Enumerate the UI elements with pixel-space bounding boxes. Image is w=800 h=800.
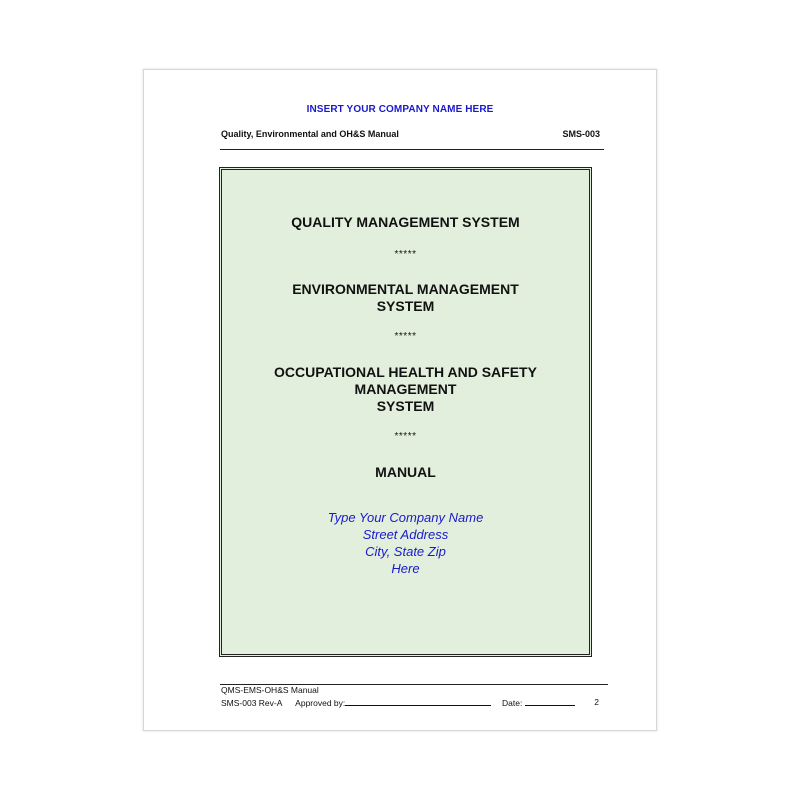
header-divider xyxy=(220,149,604,150)
manual-header-title: Quality, Environmental and OH&S Manual xyxy=(221,129,399,139)
ems-title-line1: ENVIRONMENTAL MANAGEMENT xyxy=(292,281,519,297)
separator-3: ***** xyxy=(394,431,417,442)
doc-number: SMS-003 xyxy=(562,129,600,139)
company-name-placeholder: INSERT YOUR COMPANY NAME HERE xyxy=(306,104,494,115)
footer-approval-line xyxy=(221,697,601,708)
ems-title-line2: SYSTEM xyxy=(376,298,435,314)
ohs-title-line2: MANAGEMENT xyxy=(354,381,457,397)
cover-title-box xyxy=(219,167,592,657)
street-address-field: Street Address xyxy=(362,527,449,542)
ohs-title-line3: SYSTEM xyxy=(376,398,435,414)
ohs-title-line1: OCCUPATIONAL HEALTH AND SAFETY xyxy=(274,364,537,380)
date-blank xyxy=(525,697,575,706)
footer-manual-name: QMS-EMS-OH&S Manual xyxy=(221,685,319,695)
date-label: Date: xyxy=(502,698,523,708)
page-number: 2 xyxy=(594,697,599,707)
document-page xyxy=(143,69,657,731)
address-here-field: Here xyxy=(391,561,420,576)
qms-title: QUALITY MANAGEMENT SYSTEM xyxy=(291,214,520,230)
manual-label: MANUAL xyxy=(375,464,436,480)
separator-1: ***** xyxy=(394,249,417,260)
footer-revision: SMS-003 Rev-A xyxy=(221,698,283,708)
approved-by-label: Approved by: xyxy=(295,698,346,708)
city-state-zip-field: City, State Zip xyxy=(365,544,446,559)
separator-2: ***** xyxy=(394,331,417,342)
company-name-field: Type Your Company Name xyxy=(327,510,484,525)
approved-by-blank xyxy=(345,697,491,706)
